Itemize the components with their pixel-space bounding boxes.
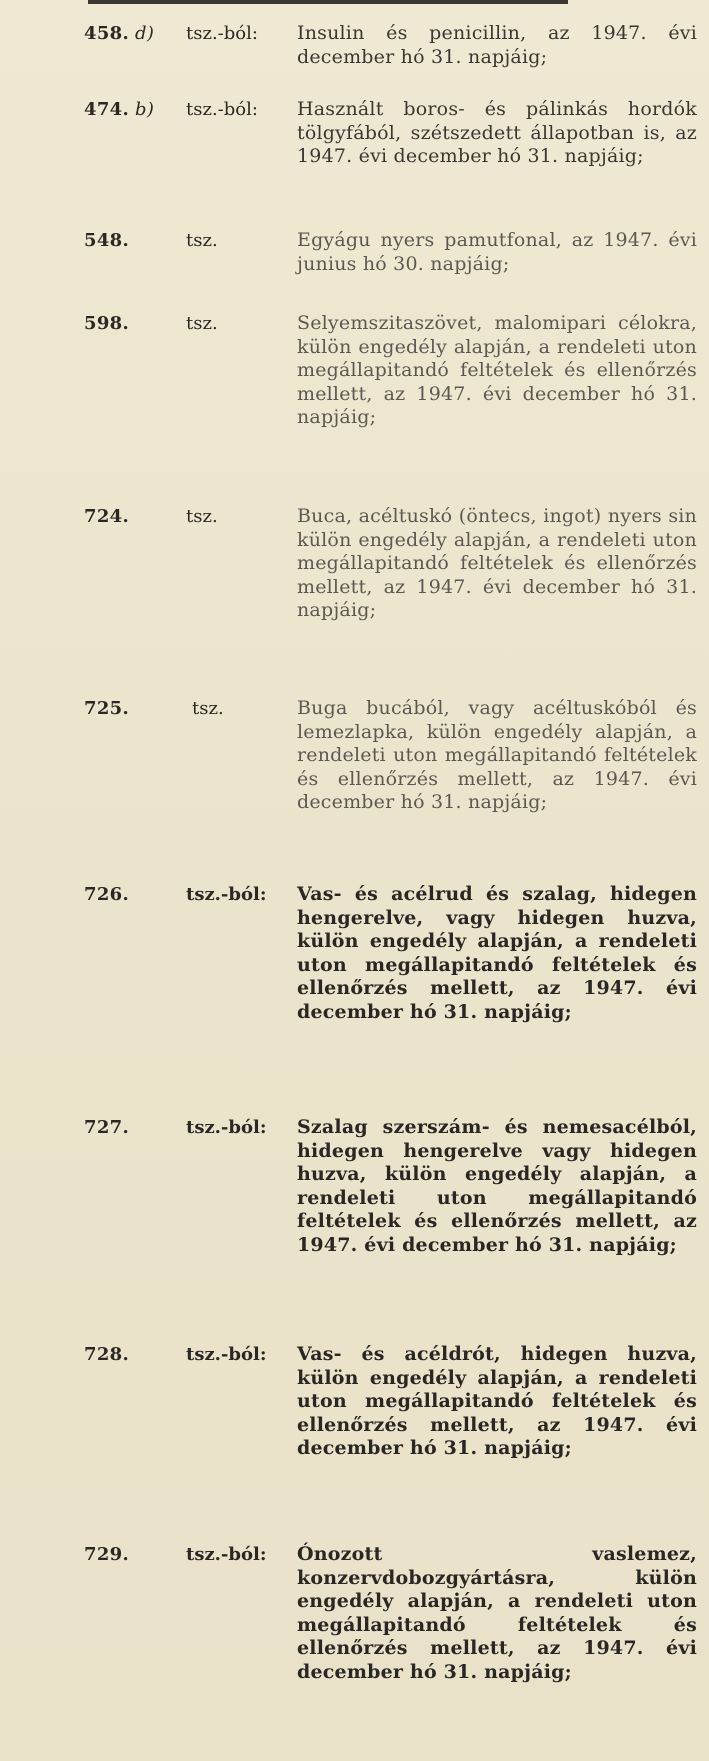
tariff-label: tsz.-ból: — [186, 99, 258, 120]
entry-number-value: 474. — [84, 99, 130, 120]
tariff-label: tsz. — [186, 230, 218, 251]
entry-number-value: 725. — [84, 698, 130, 719]
entry-number — [84, 883, 129, 906]
entry-number — [84, 98, 154, 121]
entry-number — [84, 312, 129, 335]
tariff-label: tsz.-ból: — [186, 1344, 267, 1365]
entry-number-value: 548. — [84, 230, 130, 251]
entry-number — [84, 229, 129, 252]
tariff-label: tsz.-ból: — [186, 884, 267, 905]
tariff-label: tsz.-ból: — [186, 1117, 267, 1138]
top-rule — [88, 0, 568, 4]
entry-number-value: 727. — [84, 1117, 130, 1138]
entry-text: Használt boros- és pálinkás hordók tölgyfából, szétszedett állapotban is, az 1947. évi december hó 31. napjáig; — [297, 98, 697, 167]
entry-text: Egyágu nyers pamutfonal, az 1947. évi junius hó 30. napjáig; — [297, 229, 697, 275]
entry-number-value: 458. — [84, 23, 130, 44]
entry-number — [84, 1543, 129, 1566]
entry-number-value: 728. — [84, 1344, 130, 1365]
tariff-label: tsz. — [186, 506, 218, 527]
tariff-label: tsz. — [186, 313, 218, 334]
entry-sub-letter: d) — [135, 23, 155, 44]
entry-text: Szalag szerszám- és nemesacélból, hidegen hengerelve vagy hidegen huzva, külön engedély alapján, a rendeleti uton megállapitandó feltételek és ellenőrzés mellett, az 1947. évi december hó 31. napjáig; — [297, 1116, 697, 1256]
tariff-label: tsz.-ból: — [186, 23, 258, 44]
entry-text: Selyemszitaszövet, malomipari célokra, külön engedély alapján, a rendeleti uton megállapitandó feltételek és ellenőrzés mellett, az 1947. évi december hó 31. napjáig; — [297, 312, 697, 428]
entry-number-value: 729. — [84, 1544, 130, 1565]
entry-text: Vas- és acéldrót, hidegen huzva, külön engedély alapján, a rendeleti uton megállapitandó feltételek és ellenőrzés mellett, az 1947. évi december hó 31. napjáig; — [297, 1343, 697, 1459]
entry-number-value: 598. — [84, 313, 130, 334]
entry-number-value: 726. — [84, 884, 130, 905]
entry-sub-letter: b) — [135, 99, 155, 120]
entry-text: Ónozott vaslemez, konzervdobozgyártásra, külön engedély alapján, a rendeleti uton megállapitandó feltételek és ellenőrzés mellett, az 1947. évi december hó 31. napjáig; — [297, 1543, 697, 1683]
entry-number — [84, 1116, 129, 1139]
entry-number — [84, 22, 154, 45]
entry-text: Insulin és penicillin, az 1947. évi december hó 31. napjáig; — [297, 22, 697, 68]
entry-text: Buga bucából, vagy acéltuskóból és lemezlapka, külön engedély alapján, a rendeleti uton megállapitandó feltételek és ellenőrzés mellett, az 1947. évi december hó 31. napjáig; — [297, 697, 697, 813]
tariff-label: tsz.-ból: — [186, 1544, 267, 1565]
entry-number — [84, 697, 129, 720]
entry-number — [84, 1343, 129, 1366]
entry-number — [84, 505, 129, 528]
entry-number-value: 724. — [84, 506, 130, 527]
tariff-label: tsz. — [192, 698, 224, 719]
entry-text: Vas- és acélrud és szalag, hidegen hengerelve, vagy hidegen huzva, külön engedély alapján, a rendeleti uton megállapitandó feltételek és ellenőrzés mellett, az 1947. évi december hó 31. napjáig; — [297, 883, 697, 1023]
entry-text: Buca, acéltuskó (öntecs, ingot) nyers sin külön engedély alapján, a rendeleti uton megállapitandó feltételek és ellenőrzés mellett, az 1947. évi december hó 31. napjáig; — [297, 505, 697, 621]
